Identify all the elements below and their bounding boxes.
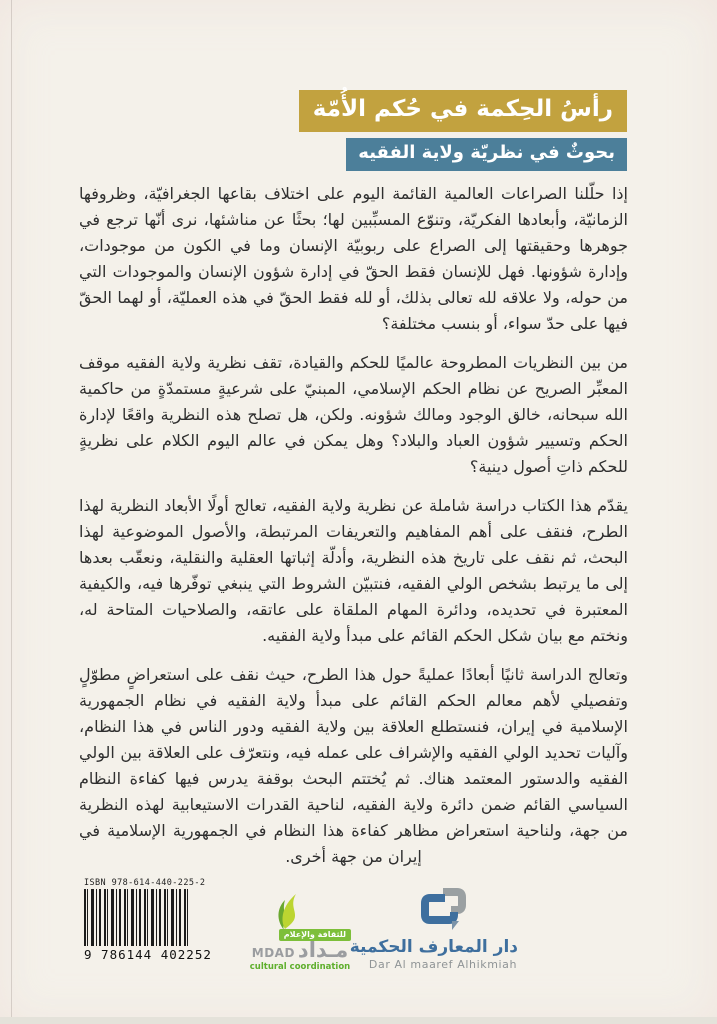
mdad-arabic-name: مـداد bbox=[297, 938, 349, 962]
mdad-band-label: للثقافة والإعلام bbox=[279, 929, 351, 941]
blurb-paragraph-4: وتعالج الدراسة ثانيًا أبعادًا عمليةً حول هذا الطرح، حيث نقف على استعراضٍ مطوّلٍ وتفصيلي لأهم معالم الحكم القائم على مبدأ ولاية الفقيه في نظام الجمهورية الإسلامية في إيران، فنستطلع العلاقة بين ولاية الفقيه ودور الناس في هذا النظام، وآليات تحديد الولي الفقيه والإشراف على عمله فيه، ونتعرّف على العلاقة بين الولي الفقيه والدستور المعتمد هناك. ثم يُختتم البحث بوقفة يدرس فيها كفاءة النظام السياسي القائم ضمن دائرة ولاية الفقيه، لناحية القدرات الاستيعابية لهذه النظرية من جهة، ولناحية استعراض مظاهر كفاءة هذا النظام في الجمهورية الإسلامية في إيران من جهة أخرى. bbox=[79, 665, 628, 866]
scan-edge-bottom bbox=[0, 1017, 717, 1024]
blurb-paragraph-1: إذا حلّلنا الصراعات العالمية القائمة اليوم على اختلاف بقاعها الجغرافيّة، وظروفها الزمانيّة، وأبعادها الفكريّة، وتنوّع المسبِّبين لها؛ بحثًا عن مناشئها، نرى أنّها ترجع في جوهرها وحقيقتها إلى الصراع على ربوبيّة الإنسان وما في الكون من موجودات، وإدارة شؤونها. فهل للإنسان فقط الحقّ في إدارة شؤون الإنسان والموجودات التي من حوله، ولا علاقه لله تعالى بذلك، أو لله فقط الحقّ في هذه العمليّة، أو لهما الحقّ فيها على حدّ سواء، أو بنسب مختلفة؟ bbox=[79, 184, 628, 333]
mdad-flame-icon bbox=[270, 892, 304, 932]
publisher-arabic-name: دار المعارف الحكمية bbox=[349, 937, 518, 957]
back-cover-blurb bbox=[79, 181, 628, 881]
book-title: رأسُ الحِكمة في حُكم الأُمّة bbox=[299, 90, 627, 132]
isbn-barcode bbox=[84, 878, 212, 962]
book-subtitle: بحوثٌ في نظريّة ولاية الفقيه bbox=[346, 138, 627, 171]
isbn-digits: 9 786144 402252 bbox=[84, 947, 212, 962]
barcode-bars-icon bbox=[84, 889, 188, 946]
mdad-wordmark bbox=[252, 940, 348, 961]
blurb-paragraph-3: يقدّم هذا الكتاب دراسة شاملة عن نظرية ولاية الفقيه، تعالج أولًا الأبعاد النظرية لهذا الطرح، فنقف على أهم المفاهيم والتعريفات المرتبطة، والأصول الموضوعية لهذا البحث، ثم نقف على تاريخ هذه النظرية، وأدلّة إثباتها العقلية والنقلية، ونعقّب بعدها إلى ما يرتبط بشخص الولي الفقيه، فنتبيّن الشروط التي ينبغي توفّرها فيه، والكيفية المعتبرة في تحديده، ودائرة المهام الملقاة على عاتقه، والصلاحيات المتاحة له، ونختم مع بيان شكل الحكم القائم على مبدأ ولاية الفقيه. bbox=[79, 496, 628, 645]
mdad-logo bbox=[249, 892, 351, 972]
publisher-latin-name: Dar Al maaref Alhikmiah bbox=[368, 958, 518, 971]
isbn-label: ISBN 978-614-440-225-2 bbox=[84, 878, 206, 888]
blurb-paragraph-2: من بين النظريات المطروحة عالميًا للحكم والقيادة، تقف نظرية ولاية الفقيه موقف المعبِّر الصريح عن نظام الحكم الإسلامي، المبنيّ على شرعيةٍ مستمدّةٍ من حاكمية الله سبحانه، خالق الوجود ومالك شؤونه. ولكن، هل تصلح هذه النظرية واقعًا لإدارة الحكم وتسيير شؤون العباد والبلاد؟ وهل يمكن في عالم اليوم الكلام على نظريةٍ للحكم ذاتِ أصول دينية؟ bbox=[79, 353, 628, 476]
mdad-tagline: cultural coordination bbox=[249, 962, 351, 972]
mdad-latin-name: MDAD bbox=[251, 946, 295, 960]
publisher-logo bbox=[349, 885, 518, 971]
publisher-mark-icon bbox=[418, 885, 468, 931]
scan-edge-line bbox=[11, 0, 12, 1024]
title-block bbox=[299, 90, 627, 171]
